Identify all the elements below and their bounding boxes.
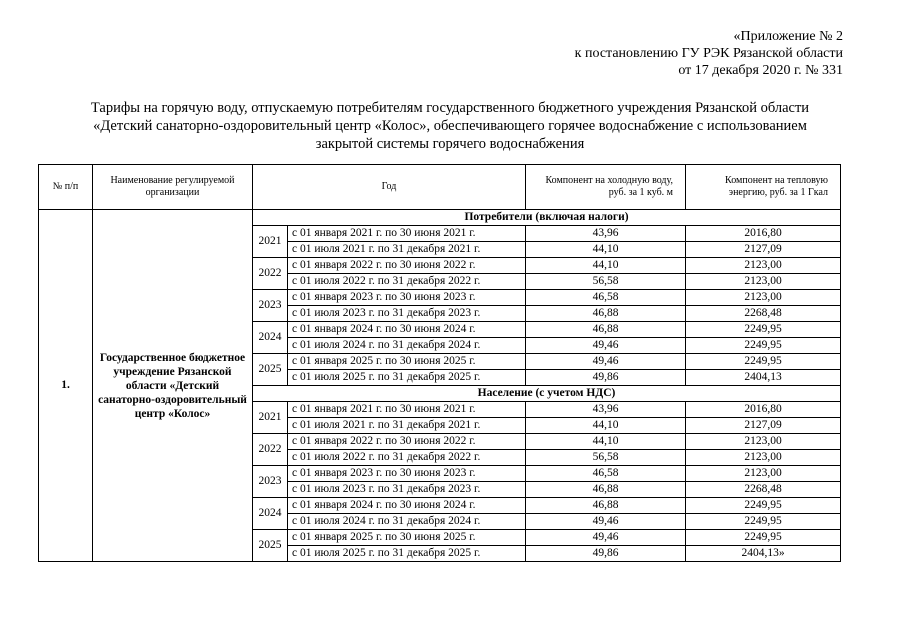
header-cold-component: Компонент на холодную воду, руб. за 1 куб. м <box>526 165 686 210</box>
heat-energy-value: 2249,95 <box>686 354 841 370</box>
organization-name: Государственное бюджетное учреждение Рязанской области «Детский санаторно-оздоровительный центр «Колос» <box>93 210 253 562</box>
year-cell: 2023 <box>253 290 288 322</box>
cold-water-value: 46,88 <box>526 306 686 322</box>
period-cell: с 01 января 2023 г. по 30 июня 2023 г. <box>288 290 526 306</box>
cold-water-value: 43,96 <box>526 226 686 242</box>
period-cell: с 01 июля 2022 г. по 31 декабря 2022 г. <box>288 450 526 466</box>
cold-water-value: 49,46 <box>526 530 686 546</box>
cold-water-value: 46,58 <box>526 290 686 306</box>
appendix-resolution: к постановлению ГУ РЭК Рязанской области <box>574 46 843 61</box>
year-cell: 2022 <box>253 434 288 466</box>
period-cell: с 01 июля 2021 г. по 31 декабря 2021 г. <box>288 242 526 258</box>
section-header-row <box>39 210 841 226</box>
appendix-block <box>575 28 843 79</box>
table-body <box>39 210 841 562</box>
period-cell: с 01 января 2022 г. по 30 июня 2022 г. <box>288 258 526 274</box>
heat-energy-value: 2127,09 <box>686 242 841 258</box>
heat-energy-value: 2016,80 <box>686 402 841 418</box>
year-cell: 2024 <box>253 322 288 354</box>
heat-energy-value: 2404,13» <box>686 546 841 562</box>
cold-water-value: 49,46 <box>526 514 686 530</box>
period-cell: с 01 июля 2025 г. по 31 декабря 2025 г. <box>288 370 526 386</box>
cold-water-value: 46,88 <box>526 322 686 338</box>
cold-water-value: 43,96 <box>526 402 686 418</box>
heat-energy-value: 2268,48 <box>686 306 841 322</box>
period-cell: с 01 июля 2021 г. по 31 декабря 2021 г. <box>288 418 526 434</box>
period-cell: с 01 июля 2025 г. по 31 декабря 2025 г. <box>288 546 526 562</box>
year-cell: 2021 <box>253 402 288 434</box>
year-cell: 2021 <box>253 226 288 258</box>
heat-energy-value: 2123,00 <box>686 466 841 482</box>
period-cell: с 01 января 2023 г. по 30 июня 2023 г. <box>288 466 526 482</box>
heat-energy-value: 2249,95 <box>686 338 841 354</box>
period-cell: с 01 января 2021 г. по 30 июня 2021 г. <box>288 402 526 418</box>
year-cell: 2024 <box>253 498 288 530</box>
period-cell: с 01 января 2024 г. по 30 июня 2024 г. <box>288 322 526 338</box>
heat-energy-value: 2249,95 <box>686 498 841 514</box>
period-cell: с 01 января 2024 г. по 30 июня 2024 г. <box>288 498 526 514</box>
period-cell: с 01 июля 2024 г. по 31 декабря 2024 г. <box>288 514 526 530</box>
cold-water-value: 49,46 <box>526 338 686 354</box>
cold-water-value: 56,58 <box>526 450 686 466</box>
year-cell: 2023 <box>253 466 288 498</box>
heat-energy-value: 2123,00 <box>686 434 841 450</box>
title-line-2: «Детский санаторно-оздоровительный центр «Колос», обеспечивающего горячее водоснабжение с использованием <box>93 118 807 134</box>
period-cell: с 01 января 2022 г. по 30 июня 2022 г. <box>288 434 526 450</box>
heat-energy-value: 2249,95 <box>686 514 841 530</box>
heat-energy-value: 2127,09 <box>686 418 841 434</box>
heat-energy-value: 2016,80 <box>686 226 841 242</box>
appendix-date: от 17 декабря 2020 г. № 331 <box>678 63 843 78</box>
cold-water-value: 49,46 <box>526 354 686 370</box>
header-year: Год <box>253 165 526 210</box>
header-num: № п/п <box>39 165 93 210</box>
heat-energy-value: 2123,00 <box>686 258 841 274</box>
heat-energy-value: 2123,00 <box>686 274 841 290</box>
cold-water-value: 44,10 <box>526 242 686 258</box>
row-number: 1. <box>39 210 93 562</box>
section-title: Потребители (включая налоги) <box>253 210 841 226</box>
period-cell: с 01 января 2025 г. по 30 июня 2025 г. <box>288 530 526 546</box>
year-cell: 2025 <box>253 354 288 386</box>
header-org: Наименование регулируемой организации <box>93 165 253 210</box>
period-cell: с 01 января 2025 г. по 30 июня 2025 г. <box>288 354 526 370</box>
cold-water-value: 44,10 <box>526 258 686 274</box>
heat-energy-value: 2123,00 <box>686 450 841 466</box>
document-title <box>40 99 860 153</box>
tariff-table <box>38 164 841 562</box>
section-title: Население (с учетом НДС) <box>253 386 841 402</box>
year-cell: 2025 <box>253 530 288 562</box>
period-cell: с 01 июля 2022 г. по 31 декабря 2022 г. <box>288 274 526 290</box>
heat-energy-value: 2268,48 <box>686 482 841 498</box>
header-heat-component: Компонент на тепловую энергию, руб. за 1 Гкал <box>686 165 841 210</box>
cold-water-value: 49,86 <box>526 370 686 386</box>
title-line-3: закрытой системы горячего водоснабжения <box>315 136 585 152</box>
table-header-row <box>39 165 841 210</box>
cold-water-value: 46,58 <box>526 466 686 482</box>
period-cell: с 01 июля 2024 г. по 31 декабря 2024 г. <box>288 338 526 354</box>
cold-water-value: 56,58 <box>526 274 686 290</box>
cold-water-value: 46,88 <box>526 498 686 514</box>
heat-energy-value: 2249,95 <box>686 530 841 546</box>
cold-water-value: 44,10 <box>526 434 686 450</box>
heat-energy-value: 2249,95 <box>686 322 841 338</box>
year-cell: 2022 <box>253 258 288 290</box>
period-cell: с 01 июля 2023 г. по 31 декабря 2023 г. <box>288 482 526 498</box>
heat-energy-value: 2404,13 <box>686 370 841 386</box>
period-cell: с 01 января 2021 г. по 30 июня 2021 г. <box>288 226 526 242</box>
heat-energy-value: 2123,00 <box>686 290 841 306</box>
cold-water-value: 46,88 <box>526 482 686 498</box>
title-line-1: Тарифы на горячую воду, отпускаемую потребителям государственного бюджетного учреждения Рязанской области <box>90 100 810 116</box>
period-cell: с 01 июля 2023 г. по 31 декабря 2023 г. <box>288 306 526 322</box>
cold-water-value: 44,10 <box>526 418 686 434</box>
cold-water-value: 49,86 <box>526 546 686 562</box>
appendix-number: «Приложение № 2 <box>733 29 843 44</box>
